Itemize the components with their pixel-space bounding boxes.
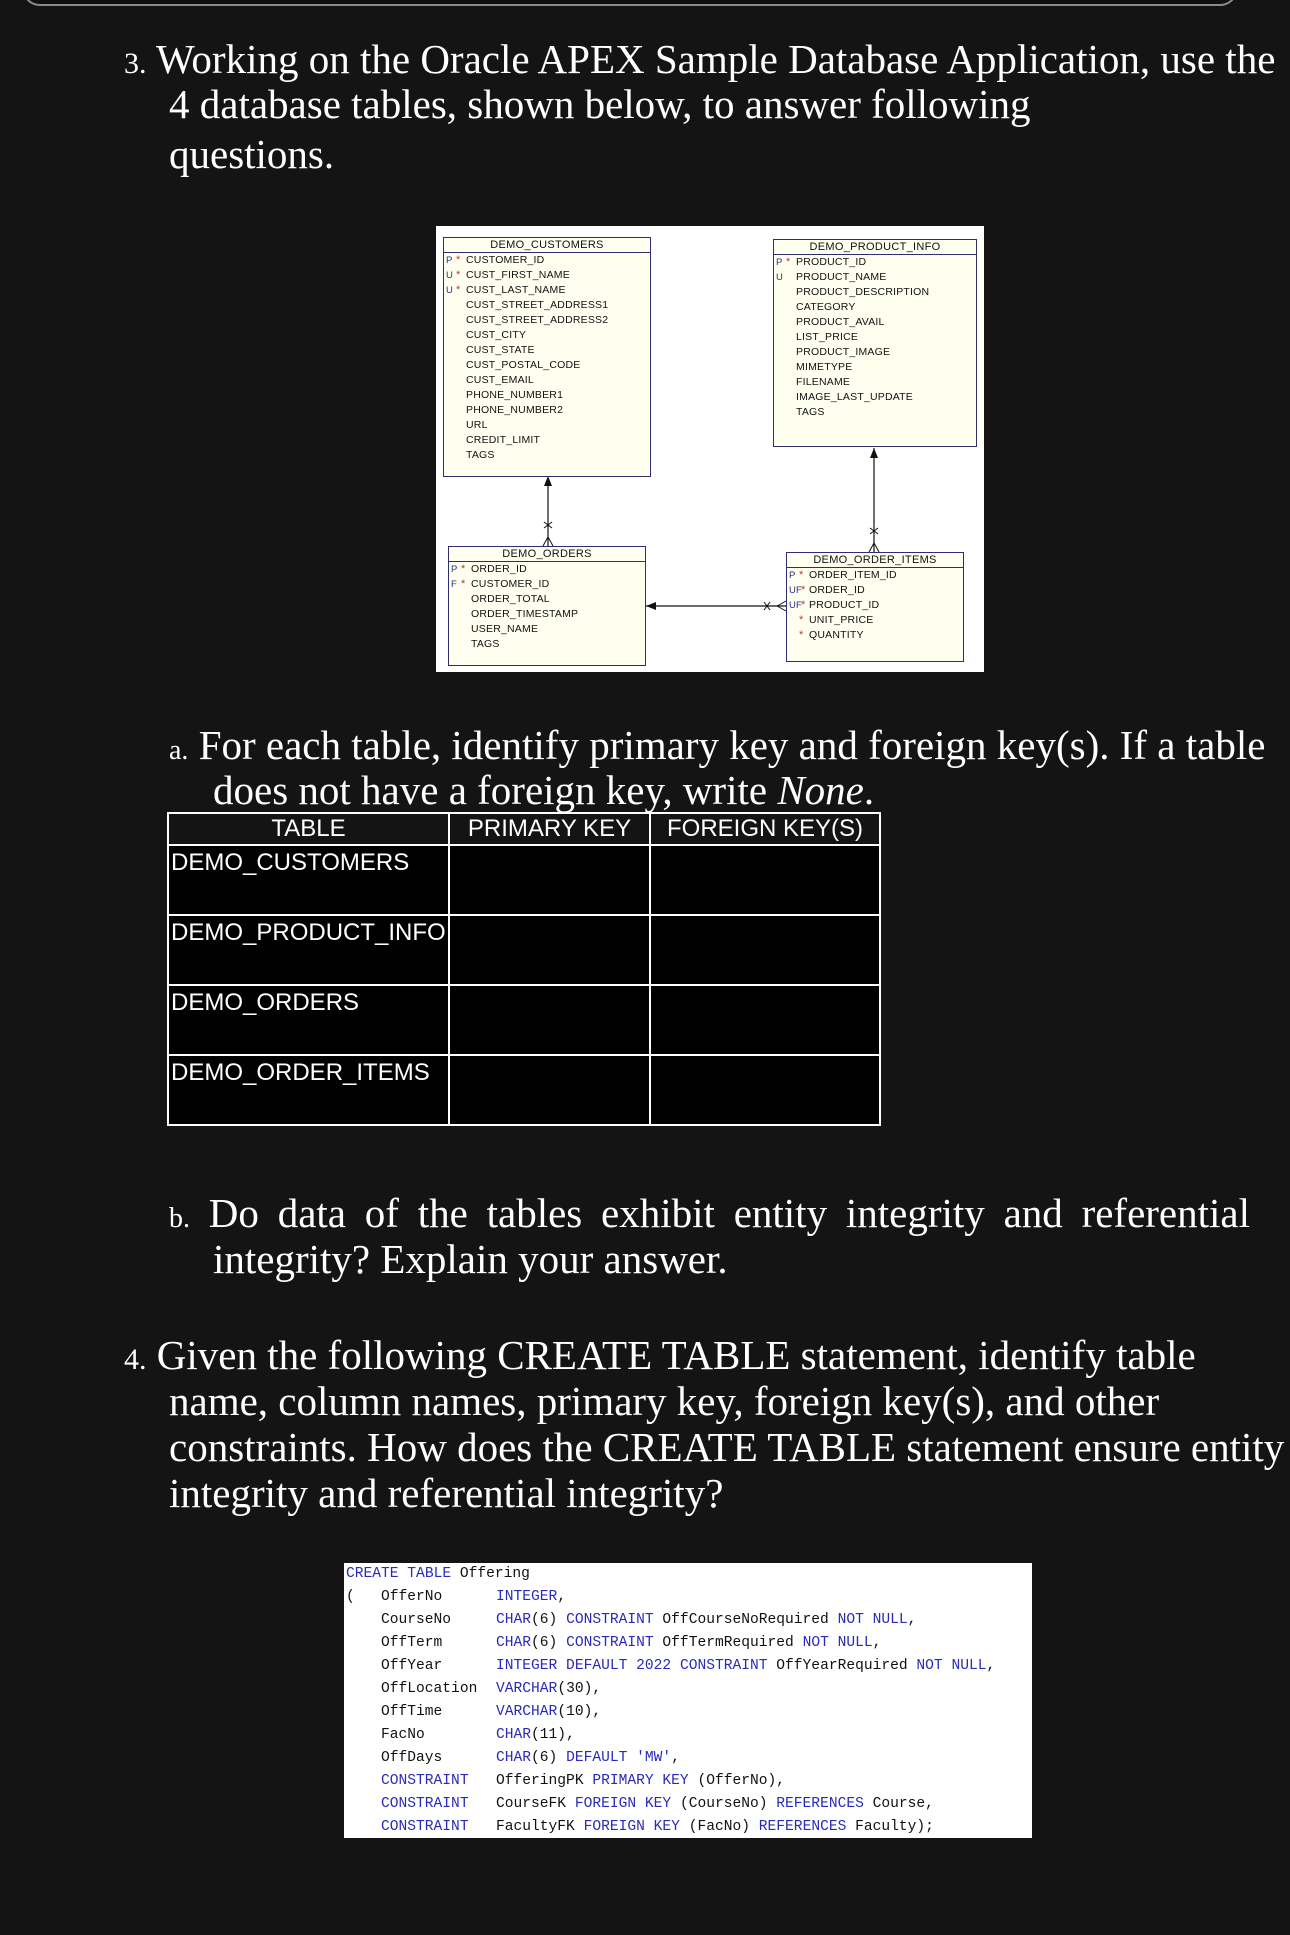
attribute-name: ORDER_ID (471, 563, 527, 575)
code-line: OffDays CHAR(6) DEFAULT 'MW', (381, 1750, 680, 1766)
attribute-name: CUST_LAST_NAME (466, 284, 566, 296)
question-3-line-3: questions. (169, 131, 335, 177)
entity-attribute-row (444, 403, 650, 418)
primary-key-cell[interactable] (449, 845, 650, 915)
question-a-line-1: a. For each table, identify primary key and foreign key(s). If a table (169, 722, 1266, 768)
question-a-line-2: does not have a foreign key, write None. (213, 767, 875, 813)
entity-attribute-list (449, 562, 645, 652)
attribute-name: ORDER_ITEM_ID (809, 569, 897, 581)
attribute-name: TAGS (466, 449, 495, 461)
question-4-line-3: constraints. How does the CREATE TABLE statement ensure entity (169, 1424, 1285, 1470)
key-indicator: U (446, 285, 454, 296)
table-row (168, 985, 880, 1055)
entity-title: DEMO_ORDER_ITEMS (787, 553, 963, 568)
entity-demo-product-info (773, 239, 977, 447)
required-marker: * (456, 254, 461, 266)
primary-key-cell[interactable] (449, 915, 650, 985)
entity-attribute-row (449, 607, 645, 622)
entity-attribute-row (444, 268, 650, 283)
entity-attribute-row (787, 583, 963, 598)
entity-attribute-list (444, 253, 650, 463)
entity-demo-order-items (786, 552, 964, 662)
attribute-name: LIST_PRICE (796, 331, 859, 343)
entity-attribute-row (787, 628, 963, 643)
foreign-key-cell[interactable] (650, 1055, 880, 1125)
entity-attribute-row (774, 255, 976, 270)
code-line: FacNo CHAR(11), (381, 1727, 575, 1743)
question-b-line-2: integrity? Explain your answer. (213, 1236, 728, 1282)
code-line: OffTime VARCHAR(10), (381, 1704, 602, 1720)
entity-attribute-row (449, 562, 645, 577)
entity-attribute-row (444, 388, 650, 403)
rel-orders-items-crow-a (777, 601, 786, 606)
column-header-foreign-keys: FOREIGN KEY(S) (650, 813, 880, 845)
required-marker: * (461, 563, 466, 575)
entity-attribute-row (774, 330, 976, 345)
entity-attribute-row (774, 300, 976, 315)
entity-attribute-row (774, 375, 976, 390)
attribute-name: ORDER_TOTAL (471, 593, 550, 605)
rel-customers-orders-crow-a (543, 537, 548, 546)
code-line: CONSTRAINT OfferingPK PRIMARY KEY (OfferNo), (381, 1773, 786, 1789)
table-name-cell: DEMO_ORDERS (168, 985, 449, 1055)
entity-attribute-row (774, 345, 976, 360)
question-3-number: 3. (124, 47, 147, 80)
entity-attribute-row (444, 433, 650, 448)
attribute-name: CUST_STATE (466, 344, 535, 356)
column-header-table: TABLE (168, 813, 449, 845)
attribute-name: TAGS (796, 406, 825, 418)
er-diagram (436, 226, 984, 672)
attribute-name: CATEGORY (796, 301, 856, 313)
code-line: CourseNo CHAR(6) CONSTRAINT OffCourseNoRequired NOT NULL, (381, 1612, 917, 1628)
attribute-name: CUSTOMER_ID (466, 254, 545, 266)
attribute-name: PHONE_NUMBER1 (466, 389, 564, 401)
question-4-number: 4. (124, 1343, 147, 1376)
entity-attribute-row (774, 315, 976, 330)
entity-attribute-row (787, 598, 963, 613)
attribute-name: PRODUCT_IMAGE (796, 346, 891, 358)
entity-title: DEMO_CUSTOMERS (444, 238, 650, 253)
entity-attribute-row (444, 328, 650, 343)
key-indicator: P (451, 564, 458, 575)
code-line: OffTerm CHAR(6) CONSTRAINT OffTermRequired NOT NULL, (381, 1635, 882, 1651)
code-line: ( OfferNo INTEGER, (346, 1589, 567, 1605)
required-marker: * (461, 578, 466, 590)
foreign-key-cell[interactable] (650, 985, 880, 1055)
entity-attribute-row (444, 418, 650, 433)
entity-attribute-row (444, 373, 650, 388)
question-4-line-1: 4. Given the following CREATE TABLE statement, identify table (124, 1332, 1196, 1378)
code-line: OffLocation VARCHAR(30), (381, 1681, 602, 1697)
table-name-cell: DEMO_CUSTOMERS (168, 845, 449, 915)
column-header-primary-key: PRIMARY KEY (449, 813, 650, 845)
entity-attribute-row (444, 253, 650, 268)
key-indicator: P (776, 257, 783, 268)
attribute-name: TAGS (471, 638, 500, 650)
key-indicator: P (789, 570, 796, 581)
key-indicator: UF (789, 600, 803, 611)
entity-title: DEMO_ORDERS (449, 547, 645, 562)
attribute-name: PRODUCT_NAME (796, 271, 887, 283)
attribute-name: CUST_FIRST_NAME (466, 269, 570, 281)
attribute-name: CREDIT_LIMIT (466, 434, 541, 446)
entity-attribute-row (449, 577, 645, 592)
entity-attribute-row (444, 313, 650, 328)
foreign-key-cell[interactable] (650, 845, 880, 915)
attribute-name: CUST_STREET_ADDRESS2 (466, 314, 609, 326)
entity-demo-orders (448, 546, 646, 666)
attribute-name: CUST_CITY (466, 329, 527, 341)
entity-attribute-row (449, 592, 645, 607)
entity-attribute-row (449, 637, 645, 652)
table-row (168, 845, 880, 915)
attribute-name: PRODUCT_ID (796, 256, 867, 268)
key-answer-table (167, 812, 879, 1138)
attribute-name: QUANTITY (809, 629, 864, 641)
required-marker: * (456, 284, 461, 296)
attribute-name: PRODUCT_DESCRIPTION (796, 286, 930, 298)
create-table-code (344, 1563, 1032, 1838)
entity-attribute-row (787, 568, 963, 583)
code-line: CONSTRAINT CourseFK FOREIGN KEY (CourseNo) REFERENCES Course, (381, 1796, 934, 1812)
required-marker: * (799, 569, 804, 581)
entity-attribute-row (444, 358, 650, 373)
key-indicator: U (446, 270, 454, 281)
entity-attribute-row (444, 343, 650, 358)
foreign-key-cell[interactable] (650, 915, 880, 985)
required-marker: * (456, 269, 461, 281)
attribute-name: CUST_POSTAL_CODE (466, 359, 581, 371)
attribute-name: CUST_EMAIL (466, 374, 534, 386)
table-name-cell: DEMO_PRODUCT_INFO (168, 915, 449, 985)
entity-attribute-row (774, 270, 976, 285)
question-b-letter: b. (169, 1203, 190, 1234)
entity-demo-customers (443, 237, 651, 477)
entity-attribute-row (444, 298, 650, 313)
rel-orders-items-crow-b (777, 606, 786, 611)
required-marker: * (801, 599, 806, 611)
entity-attribute-row (774, 285, 976, 300)
rel-orders-items-arrow (646, 602, 656, 610)
attribute-name: ORDER_TIMESTAMP (471, 608, 579, 620)
key-indicator: F (451, 579, 458, 590)
entity-attribute-row (449, 622, 645, 637)
rel-customers-orders-arrow (544, 476, 552, 486)
table-name-cell: DEMO_ORDER_ITEMS (168, 1055, 449, 1125)
entity-attribute-row (787, 613, 963, 628)
primary-key-cell[interactable] (449, 1055, 650, 1125)
table-header-row (168, 813, 880, 845)
attribute-name: MIMETYPE (796, 361, 853, 373)
entity-attribute-list (774, 255, 976, 420)
table-row (168, 1055, 880, 1125)
required-marker: * (799, 614, 804, 626)
attribute-name: URL (466, 419, 488, 431)
attribute-name: CUST_STREET_ADDRESS1 (466, 299, 609, 311)
question-4-line-4: integrity and referential integrity? (169, 1470, 724, 1516)
rel-product-items-arrow (870, 448, 878, 458)
required-marker: * (799, 629, 804, 641)
rel-product-items-crow-b (874, 543, 879, 552)
question-3-line-2: 4 database tables, shown below, to answer following (169, 81, 1031, 127)
entity-attribute-list (787, 568, 963, 643)
attribute-name: FILENAME (796, 376, 851, 388)
attribute-name: PRODUCT_ID (809, 599, 880, 611)
required-marker: * (801, 584, 806, 596)
key-indicator: U (776, 272, 784, 283)
attribute-name: CUSTOMER_ID (471, 578, 550, 590)
key-indicator: UF (789, 585, 803, 596)
primary-key-cell[interactable] (449, 985, 650, 1055)
entity-attribute-row (774, 405, 976, 420)
required-marker: * (786, 256, 791, 268)
question-4-line-2: name, column names, primary key, foreign key(s), and other (169, 1378, 1160, 1424)
rel-customers-orders-crow-b (548, 537, 553, 546)
entity-attribute-row (444, 283, 650, 298)
question-b-line-1: b. Do data of the tables exhibit entity integrity and referential (169, 1190, 1250, 1236)
question-a-letter: a. (169, 735, 189, 766)
code-line: OffYear INTEGER DEFAULT 2022 CONSTRAINT OffYearRequired NOT NULL, (381, 1658, 996, 1674)
attribute-name: IMAGE_LAST_UPDATE (796, 391, 913, 403)
entity-title: DEMO_PRODUCT_INFO (774, 240, 976, 255)
attribute-name: UNIT_PRICE (809, 614, 874, 626)
table-row (168, 915, 880, 985)
attribute-name: PRODUCT_AVAIL (796, 316, 885, 328)
entity-attribute-row (774, 390, 976, 405)
top-card-edge (22, 0, 1238, 6)
rel-product-items-crow-a (869, 543, 874, 552)
entity-attribute-row (774, 360, 976, 375)
code-line: CREATE TABLE Offering (346, 1566, 530, 1582)
question-3-line-1: 3. Working on the Oracle APEX Sample Database Application, use the (124, 36, 1276, 82)
code-line: CONSTRAINT FacultyFK FOREIGN KEY (FacNo) REFERENCES Faculty); (381, 1819, 934, 1835)
attribute-name: USER_NAME (471, 623, 539, 635)
attribute-name: ORDER_ID (809, 584, 865, 596)
attribute-name: PHONE_NUMBER2 (466, 404, 564, 416)
entity-attribute-row (444, 448, 650, 463)
key-indicator: P (446, 255, 453, 266)
